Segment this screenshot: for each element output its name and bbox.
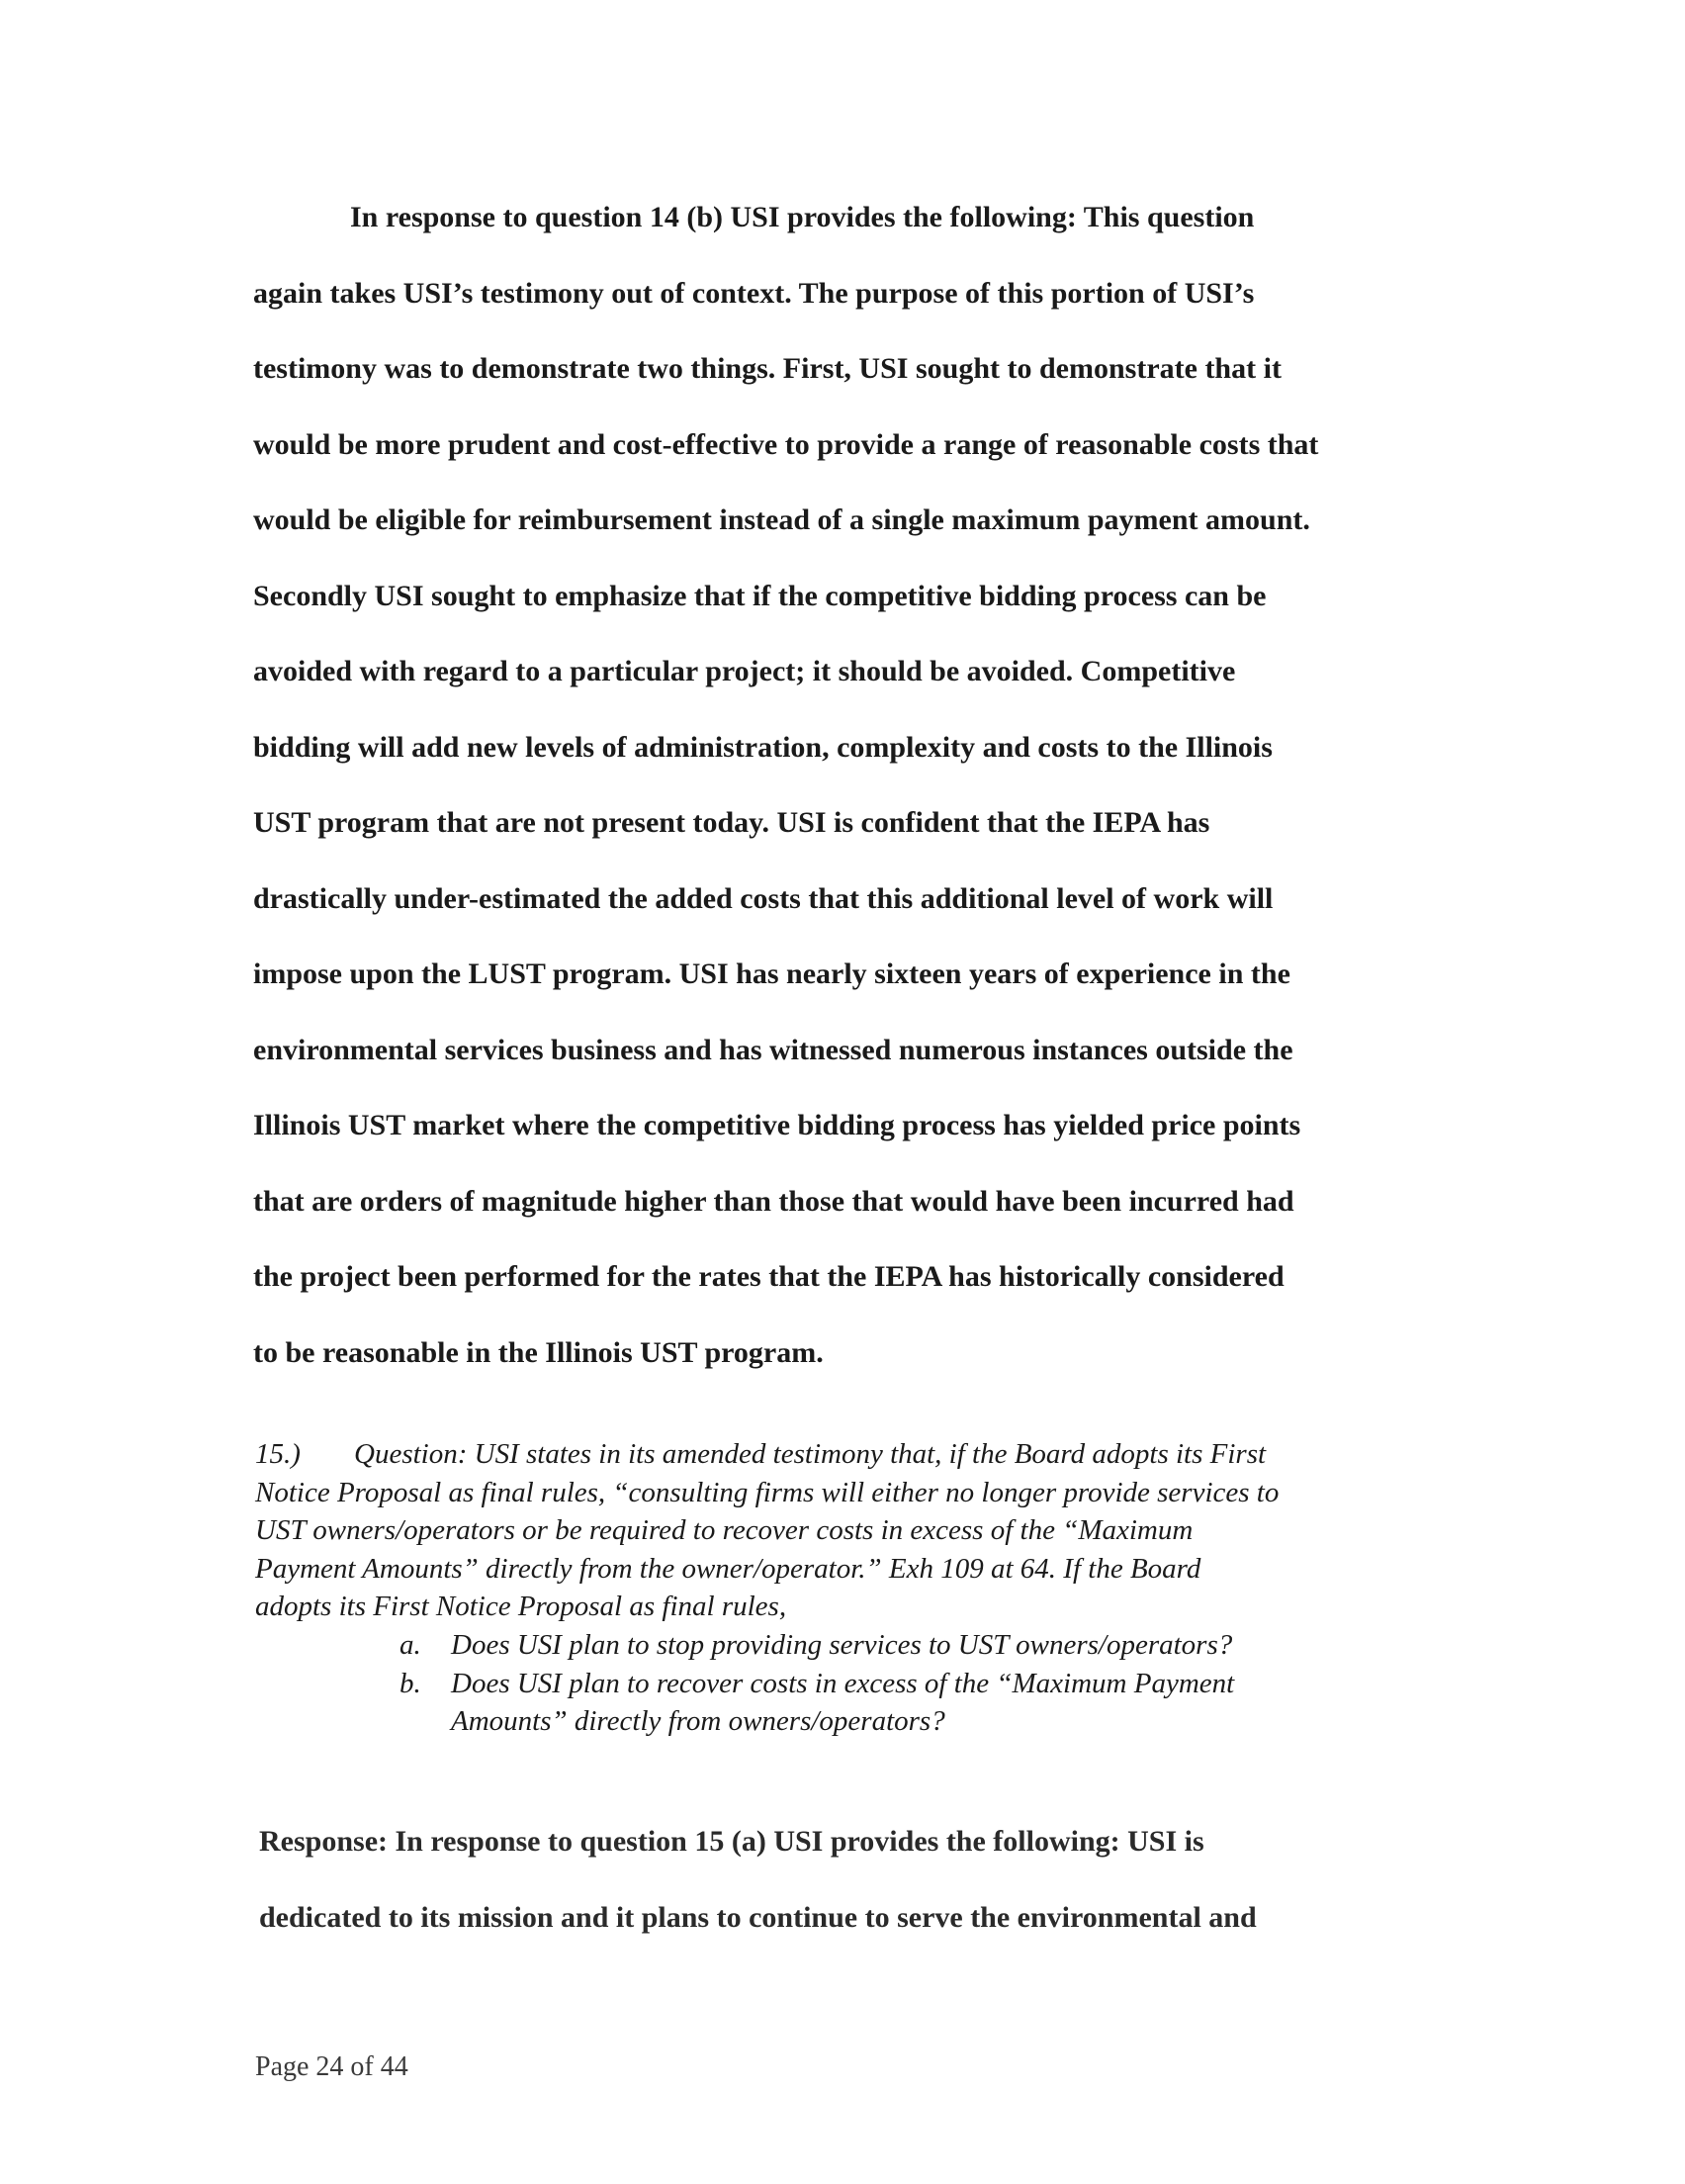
question-text: Question: USI states in its amended testimony that, if the Board adopts its First	[354, 1438, 1267, 1470]
paragraph-line: drastically under-estimated the added costs that this additional level of work will	[253, 881, 1274, 915]
list-marker: b.	[399, 1667, 421, 1699]
sub-question-line: Does USI plan to stop providing services to UST owners/operators?	[451, 1629, 1233, 1661]
paragraph-line: Secondly USI sought to emphasize that if the competitive bidding process can be	[253, 579, 1267, 612]
paragraph-line: avoided with regard to a particular project; it should be avoided. Competitive	[253, 655, 1236, 687]
sub-question-b	[399, 1665, 1448, 1741]
paragraph-line: Response: In response to question 15 (a) USI provides the following: USI is	[259, 1825, 1204, 1858]
paragraph-line: In response to question 14 (b) USI provides the following: This question	[350, 201, 1255, 233]
response-15a-paragraph	[259, 1804, 1475, 1956]
question-15-sub-list	[399, 1626, 1448, 1741]
paragraph-line: testimony was to demonstrate two things. First, USI sought to demonstrate that it	[253, 352, 1282, 385]
paragraph-line: to be reasonable in the Illinois UST program.	[253, 1335, 824, 1369]
question-line: UST owners/operators or be required to recover costs in excess of the “Maximum	[255, 1514, 1194, 1546]
page-number: Page 24 of 44	[255, 2051, 408, 2082]
question-line: Notice Proposal as final rules, “consulting firms will either no longer provide services to	[255, 1476, 1280, 1508]
paragraph-line: UST program that are not present today. USI is confident that the IEPA has	[253, 806, 1210, 839]
paragraph-line: the project been performed for the rates that the IEPA has historically considered	[253, 1260, 1285, 1293]
question-line: Payment Amounts” directly from the owner/operator.” Exh 109 at 64. If the Board	[255, 1552, 1201, 1585]
paragraph-line: that are orders of magnitude higher than those that would have been incurred had	[253, 1184, 1294, 1218]
question-line: adopts its First Notice Proposal as final rules,	[255, 1591, 787, 1622]
list-marker: a.	[399, 1629, 421, 1661]
sub-question-line: Does USI plan to recover costs in excess of the “Maximum Payment	[451, 1667, 1235, 1699]
response-14b-paragraph	[253, 180, 1469, 1391]
sub-question-a	[399, 1626, 1448, 1665]
paragraph-line: impose upon the LUST program. USI has nearly sixteen years of experience in the	[253, 957, 1290, 990]
question-line	[255, 1435, 1442, 1474]
paragraph-line: would be eligible for reimbursement instead of a single maximum payment amount.	[253, 503, 1310, 536]
paragraph-line: Illinois UST market where the competitive bidding process has yielded price points	[253, 1109, 1301, 1141]
paragraph-line: again takes USI’s testimony out of context. The purpose of this portion of USI’s	[253, 276, 1255, 310]
paragraph-line: dedicated to its mission and it plans to continue to serve the environmental and	[259, 1900, 1257, 1934]
question-15	[255, 1435, 1442, 1626]
paragraph-line: bidding will add new levels of administration, complexity and costs to the Illinois	[253, 730, 1273, 764]
question-number: 15.)	[255, 1438, 301, 1470]
paragraph-line: would be more prudent and cost-effective to provide a range of reasonable costs that	[253, 427, 1319, 461]
sub-question-line: Amounts” directly from owners/operators?	[451, 1705, 945, 1737]
paragraph-line: environmental services business and has witnessed numerous instances outside the	[253, 1033, 1293, 1066]
